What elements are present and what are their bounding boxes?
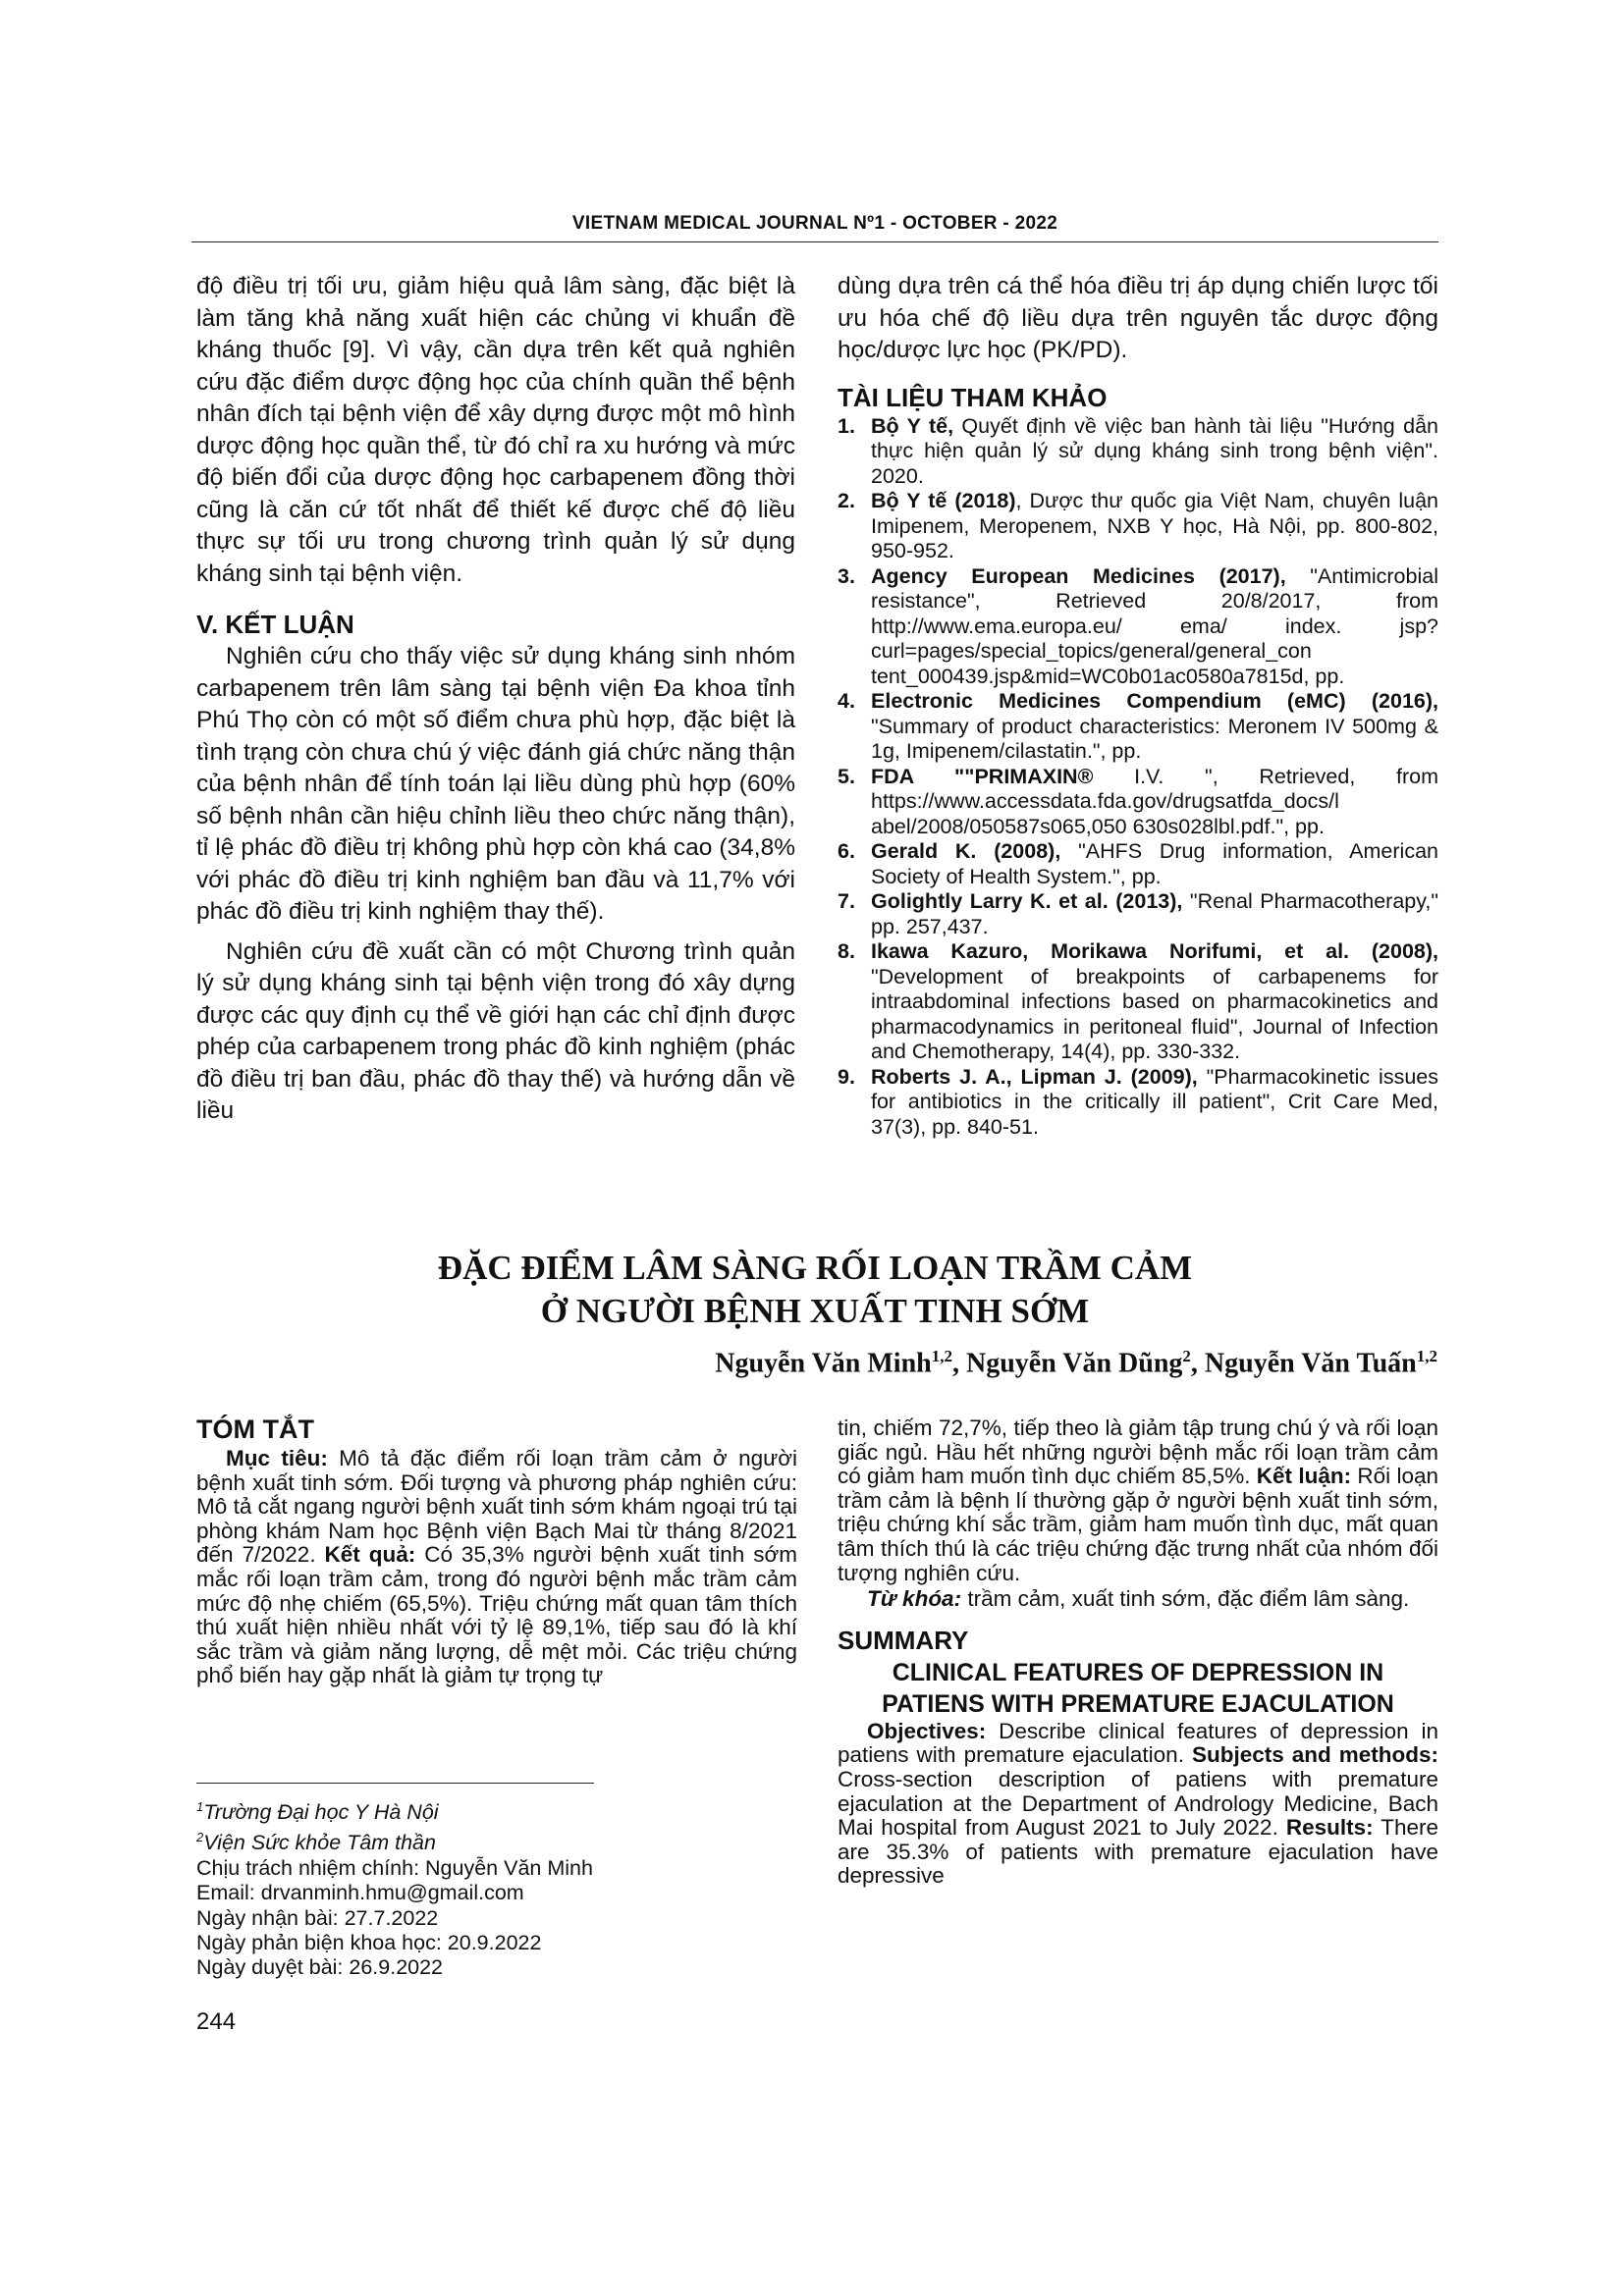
reference-item: 9. Roberts J. A., Lipman J. (2009), "Pharmacokinetic issues for antibiotics in the critically ill patient", Crit Care Med, 37(3), pp. 840-51. — [838, 1064, 1438, 1139]
author-line: Nguyễn Văn Minh$^{1,2}$, Nguyễn Văn Dũng$^2$, Nguyễn Văn Tuấn$^{1,2}$ — [715, 1347, 1437, 1379]
header-rule — [191, 241, 1438, 242]
affiliation-1: $^1$Trường Đại học Y Hà Nội — [196, 1799, 439, 1825]
summary-body: Objectives: Describe clinical features of depression in patiens with premature ejaculation. Subjects and methods: Cross-section description of patiens with premature ejaculation at the Department of Andrology Medicine, Bach Mai hospital from August 2021 to July 2022. Results: There are 35.3% of patients with premature ejaculation have depressive — [838, 1718, 1439, 1889]
left-column-top — [196, 271, 795, 1128]
conclusion-paragraph-1: Nghiên cứu cho thấy việc sử dụng kháng sinh nhóm carbapenem trên lâm sàng tại bệnh viện Đa khoa tỉnh Phú Thọ còn có một số điểm chưa phù hợp, đặc biệt là tình trạng còn chưa chú ý việc đánh giá chức năng thận của bệnh nhân để tính toán lại liều dùng phù hợp (60% số bệnh nhân cần hiệu chỉnh liều theo chức năng thận), tỉ lệ phác đồ điều trị không phù hợp còn khá cao (34,8% với phác đồ điều trị kinh nghiệm ban đầu và 11,7% với phác đồ điều trị kinh nghiệm thay thế). — [196, 643, 795, 925]
page-number: 244 — [196, 2008, 237, 2035]
abstract-vietnamese — [196, 1412, 797, 1688]
abstract-continued: tin, chiếm 72,7%, tiếp theo là giảm tập trung chú ý và rối loạn giấc ngủ. Hầu hết những người bệnh mắc rối loạn trầm cảm có giảm ham muốn tình dục chiếm 85,5%. Kết luận: Rối loạn trầm cảm là bệnh lí thường gặp ở người bệnh xuất tinh sớm, triệu chứng khí sắc trầm, giảm ham muốn tình dục, mất quan tâm thích thú là các triệu chứng đặc trưng nhất của nhóm đối tượng nghiên cứu. — [838, 1415, 1438, 1585]
abstract-heading: TÓM TẮT — [196, 1415, 314, 1444]
email: Email: drvanminh.hmu@gmail.com — [196, 1881, 524, 1905]
reference-list — [838, 414, 1438, 1141]
author-2: Nguyễn Văn Dũng — [965, 1348, 1183, 1379]
reference-item: 6. Gerald K. (2008), "AHFS Drug information, American Society of Health System.", pp. — [838, 839, 1438, 888]
reference-item: 7. Golightly Larry K. et al. (2013), "Renal Pharmacotherapy," pp. 257,437. — [838, 889, 1439, 938]
corresponding-author: Chịu trách nhiệm chính: Nguyễn Văn Minh — [196, 1855, 593, 1880]
continued-paragraph: độ điều trị tối ưu, giảm hiệu quả lâm sàng, đặc biệt là làm tăng khả năng xuất hiện các chủng vi khuẩn đề kháng thuốc [9]. Vì vậy, cần dựa trên kết quả nghiên cứu đặc điểm dược động học của chính quần thể bệnh nhân đích tại bệnh viện để xây dựng được một mô hình dược động học quần thể, từ đó chỉ ra xu hướng và mức độ biến đổi của dược động học carbapenem đồng thời cũng là căn cứ tốt nhất để thiết kế được chế độ liều thực sự tối ưu trong chương trình quản lý sử dụng kháng sinh tại bệnh viện. — [196, 273, 795, 587]
article-title — [191, 1247, 1438, 1333]
author-2-affiliation: 2 — [1182, 1347, 1191, 1365]
author-1: Nguyễn Văn Minh — [715, 1348, 932, 1379]
author-1-affiliation: 1,2 — [931, 1347, 952, 1365]
running-header: VIETNAM MEDICAL JOURNAL Nº1 - OCTOBER - 2022 — [571, 213, 1058, 234]
reference-item: 2. Bộ Y tế (2018), Dược thư quốc gia Việt Nam, chuyên luận Imipenem, Meropenem, NXB Y học, Hà Nội, pp. 800-802, 950-952. — [838, 489, 1438, 562]
affiliation-2: $^2$Viện Sức khỏe Tâm thần — [196, 1830, 436, 1855]
author-3-affiliation: 1,2 — [1416, 1347, 1437, 1365]
continued-paragraph-right: dùng dựa trên cá thể hóa điều trị áp dụng chiến lược tối ưu hóa chế độ liều dựa trên nguyên tắc dược động học/dược lực học (PK/PD). — [838, 273, 1438, 363]
article-title-line-2: Ở NGƯỜI BỆNH XUẤT TINH SỚM — [540, 1292, 1090, 1330]
reference-item: 1. Bộ Y tế, Quyết định về việc ban hành tài liệu "Hướng dẫn thực hiện quản lý sử dụng kháng sinh trong bệnh viện". 2020. — [838, 413, 1439, 488]
conclusion-paragraph-2: Nghiên cứu đề xuất cần có một Chương trình quản lý sử dụng kháng sinh tại bệnh viện trong đó xây dựng được các quy định cụ thể về giới hạn các chỉ định được phép của carbapenem trong phác đồ kinh nghiệm (phác đồ điều trị ban đầu, phác đồ thay thế) và hướng dẫn về liều — [196, 937, 795, 1124]
article-title-line-1: ĐẶC ĐIỂM LÂM SÀNG RỐI LOẠN TRẦM CẢM — [437, 1249, 1193, 1287]
date-approved: Ngày duyệt bài: 26.9.2022 — [196, 1955, 444, 1980]
conclusion-heading: V. KẾT LUẬN — [196, 610, 354, 639]
reference-item: 8. Ikawa Kazuro, Morikawa Norifumi, et al. (2008), "Development of breakpoints of carbapenems for intraabdominal infections based on pharmacokinetics and pharmacodynamics in peritoneal fluid", Journal of Infection and Chemotherapy, 14(4), pp. 330-332. — [838, 939, 1438, 1063]
references-heading: TÀI LIỆU THAM KHẢO — [838, 382, 1108, 412]
right-column-top — [838, 271, 1438, 1140]
date-reviewed: Ngày phản biện khoa học: 20.9.2022 — [196, 1930, 542, 1954]
abstract-body: Mục tiêu: Mô tả đặc điểm rối loạn trầm cảm ở người bệnh xuất tinh sớm. Đối tượng và phương pháp nghiên cứu: Mô tả cắt ngang người bệnh xuất tinh sớm khám ngoại trú tại phòng khám Nam học Bệnh viện Bạch Mai từ tháng 8/2021 đến 7/2022. Kết quả: Có 35,3% người bệnh xuất tinh sớm mắc rối loạn trầm cảm, trong đó người bệnh mắc trầm cảm mức độ nhẹ chiếm (65,5%). Triệu chứng mất quan tâm thích thú xuất hiện nhiều nhất với tỷ lệ 89,1%, tiếp sau đó là khí sắc trầm và giảm năng lượng, dễ mệt mỏi. Các triệu chứng phổ biến hay gặp nhất là giảm tự trọng tự — [196, 1446, 797, 1688]
author-3: Nguyễn Văn Tuấn — [1204, 1348, 1417, 1379]
reference-item: 5. FDA ""PRIMAXIN® I.V. ", Retrieved, from https://www.accessdata.fda.gov/drugsatfda_docs/l abel/2008/050587s065,050 630s028lbl.pdf.", pp. — [838, 764, 1438, 838]
footnote-rule — [196, 1783, 594, 1784]
footnotes — [196, 1794, 795, 1980]
summary-title: CLINICAL FEATURES OF DEPRESSION IN PATIENS WITH PREMATURE EJACULATION — [882, 1658, 1394, 1718]
keywords: Từ khóa: trầm cảm, xuất tinh sớm, đặc điểm lâm sàng. — [867, 1586, 1410, 1612]
reference-item: 4. Electronic Medicines Compendium (eMC) (2016), "Summary of product characteristics: Meronem IV 500mg & 1g, Imipenem/cilastatin.", pp. — [838, 689, 1438, 763]
right-column-bottom — [838, 1416, 1438, 1889]
reference-item: 3. Agency European Medicines (2017), "Antimicrobial resistance", Retrieved 20/8/2017, from http://www.ema.europa.eu/ ema/ index. jsp?curl=pages/special_topics/general/general_con tent_000439.jsp&mid=WC0b01ac0580a7815d, pp. — [838, 563, 1438, 688]
summary-heading: SUMMARY — [838, 1625, 969, 1655]
date-received: Ngày nhận bài: 27.7.2022 — [196, 1905, 439, 1930]
